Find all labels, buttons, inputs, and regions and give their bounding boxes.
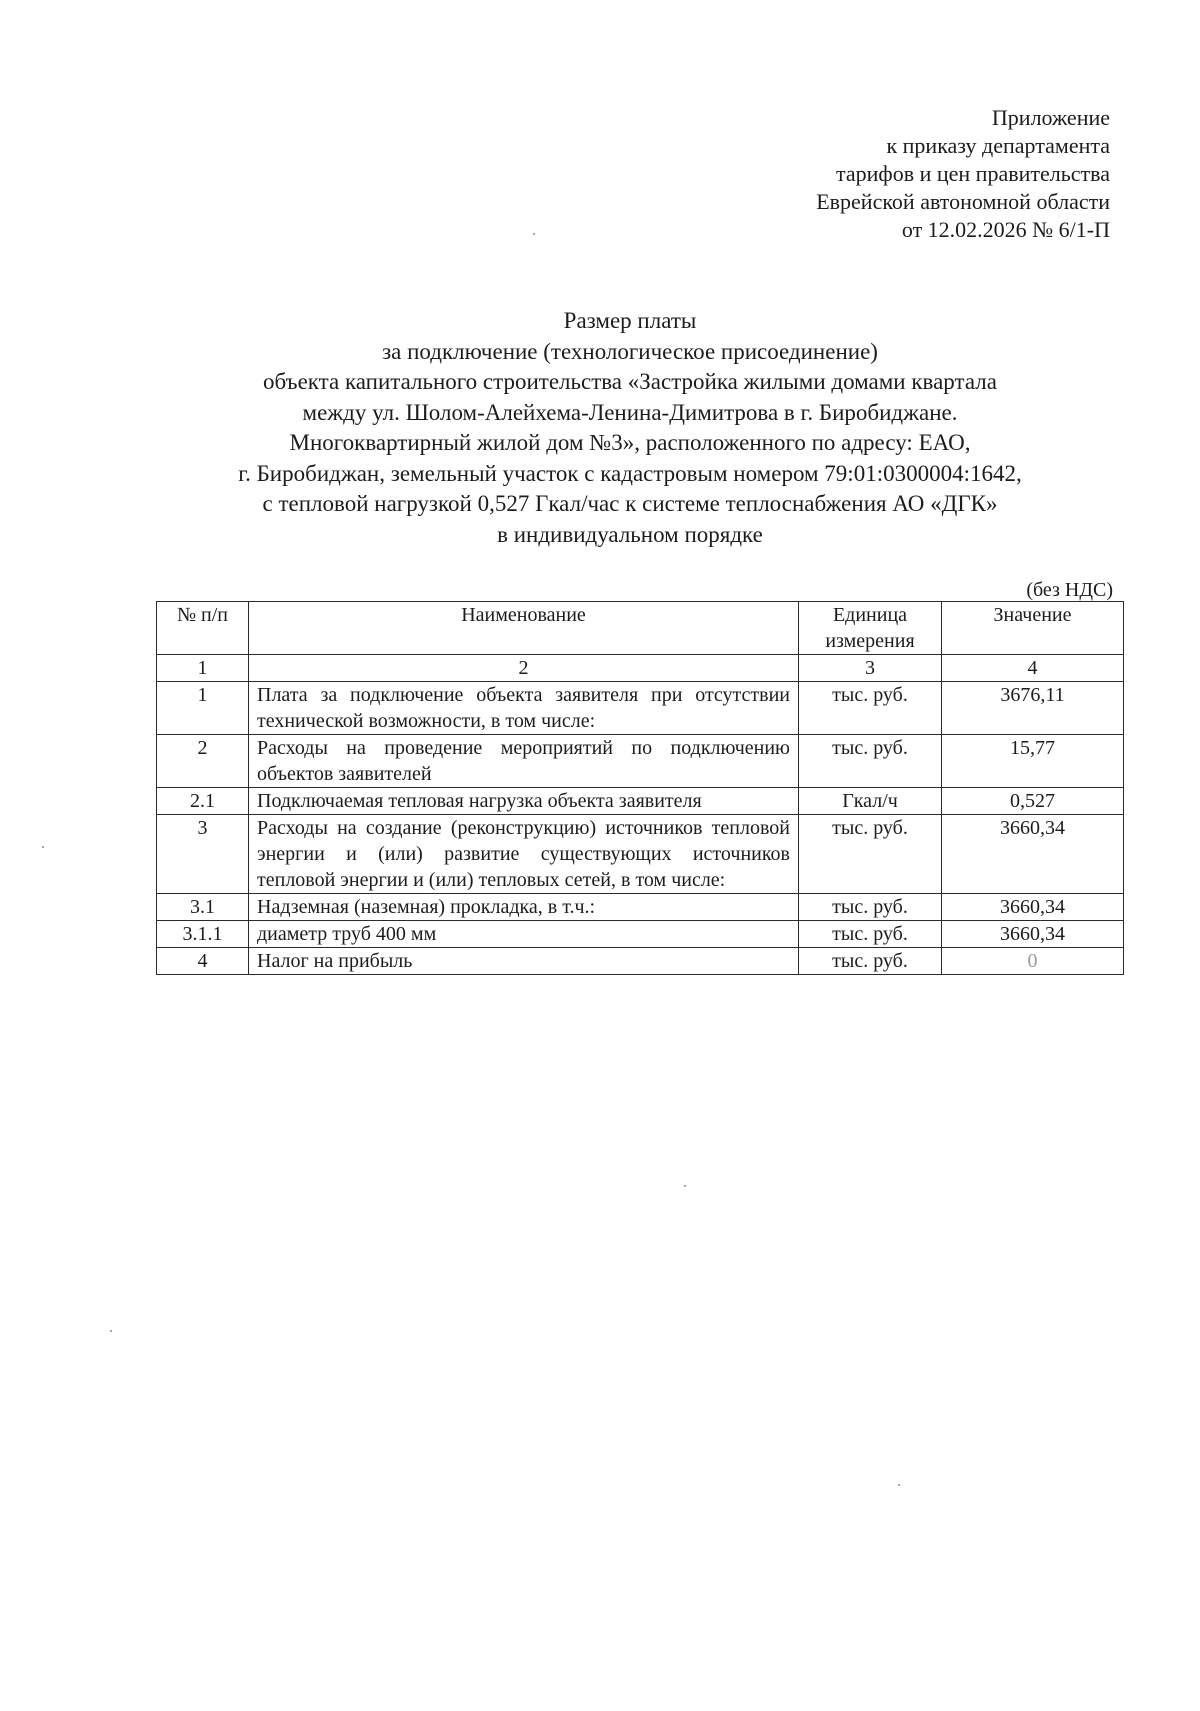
title-line: Многоквартирный жилой дом №3», расположенного по адресу: ЕАО, bbox=[289, 430, 971, 455]
row-value: 3660,34 bbox=[942, 921, 1124, 948]
row-value: 3676,11 bbox=[942, 682, 1124, 735]
column-number: 4 bbox=[942, 655, 1124, 682]
row-value: 15,77 bbox=[942, 735, 1124, 788]
table-row bbox=[157, 788, 1124, 815]
row-num: 2 bbox=[157, 735, 249, 788]
scan-speck bbox=[110, 1330, 112, 1332]
row-name: Плата за подключение объекта заявителя при отсутствии технической возможности, в том числе: bbox=[249, 682, 799, 735]
row-name: диаметр труб 400 мм bbox=[249, 921, 799, 948]
row-name: Расходы на создание (реконструкцию) источников тепловой энергии и (или) развитие существующих источников тепловой энергии и (или) тепловых сетей, в том числе: bbox=[249, 815, 799, 894]
title-line: за подключение (технологическое присоединение) bbox=[382, 338, 878, 364]
row-value: 0,527 bbox=[942, 788, 1124, 815]
title-line: с тепловой нагрузкой 0,527 Гкал/час к системе теплоснабжения АО «ДГК» bbox=[262, 491, 998, 516]
document-title bbox=[140, 306, 1120, 550]
row-name: Надземная (наземная) прокладка, в т.ч.: bbox=[249, 894, 799, 921]
header-unit: Единица измерения bbox=[799, 602, 942, 655]
table-row bbox=[157, 815, 1124, 894]
appendix-block bbox=[816, 104, 1110, 244]
row-num: 3.1.1 bbox=[157, 921, 249, 948]
row-unit: тыс. руб. bbox=[799, 921, 942, 948]
vat-note: (без НДС) bbox=[1026, 579, 1113, 601]
fee-table bbox=[156, 601, 1124, 975]
table-row bbox=[157, 921, 1124, 948]
row-unit: тыс. руб. bbox=[799, 948, 942, 975]
column-number: 3 bbox=[799, 655, 942, 682]
appendix-line: Еврейской автономной области bbox=[816, 189, 1110, 214]
row-num: 4 bbox=[157, 948, 249, 975]
row-value: 3660,34 bbox=[942, 894, 1124, 921]
row-num: 3.1 bbox=[157, 894, 249, 921]
row-unit: Гкал/ч bbox=[799, 788, 942, 815]
table-row bbox=[157, 894, 1124, 921]
title-line: Размер платы bbox=[563, 308, 697, 333]
row-value: 3660,34 bbox=[942, 815, 1124, 894]
appendix-line: Приложение bbox=[991, 105, 1110, 130]
title-line: в индивидуальном порядке bbox=[497, 521, 763, 547]
appendix-line: тарифов и цен правительства bbox=[836, 161, 1110, 186]
row-name: Расходы на проведение мероприятий по подключению объектов заявителей bbox=[249, 735, 799, 788]
column-number-row bbox=[157, 655, 1124, 682]
scan-speck bbox=[42, 846, 44, 848]
appendix-order-date: от 12.02.2026 № 6/1-П bbox=[901, 217, 1110, 242]
header-name: Наименование bbox=[249, 602, 799, 655]
row-unit: тыс. руб. bbox=[799, 894, 942, 921]
scan-speck bbox=[684, 1185, 686, 1187]
column-number: 1 bbox=[157, 655, 249, 682]
row-num: 3 bbox=[157, 815, 249, 894]
row-num: 1 bbox=[157, 682, 249, 735]
scan-speck bbox=[533, 233, 535, 235]
column-number: 2 bbox=[249, 655, 799, 682]
title-line: между ул. Шолом-Алейхема-Ленина-Димитрова в г. Биробиджане. bbox=[302, 399, 958, 425]
table-row bbox=[157, 682, 1124, 735]
table-header-row bbox=[157, 602, 1124, 655]
row-name: Подключаемая тепловая нагрузка объекта заявителя bbox=[249, 788, 799, 815]
title-line: объекта капитального строительства «Застройка жилыми домами квартала bbox=[263, 369, 997, 394]
row-unit: тыс. руб. bbox=[799, 735, 942, 788]
title-line: г. Биробиджан, земельный участок с кадастровым номером 79:01:0300004:1642, bbox=[238, 460, 1022, 486]
header-num: № п/п bbox=[157, 602, 249, 655]
row-unit: тыс. руб. bbox=[799, 815, 942, 894]
table-row bbox=[157, 735, 1124, 788]
header-value: Значение bbox=[942, 602, 1124, 655]
row-name: Налог на прибыль bbox=[249, 948, 799, 975]
appendix-line: к приказу департамента bbox=[886, 133, 1110, 158]
row-num: 2.1 bbox=[157, 788, 249, 815]
row-unit: тыс. руб. bbox=[799, 682, 942, 735]
row-value: 0 bbox=[942, 948, 1124, 975]
table-row bbox=[157, 948, 1124, 975]
scan-speck bbox=[898, 1484, 900, 1486]
